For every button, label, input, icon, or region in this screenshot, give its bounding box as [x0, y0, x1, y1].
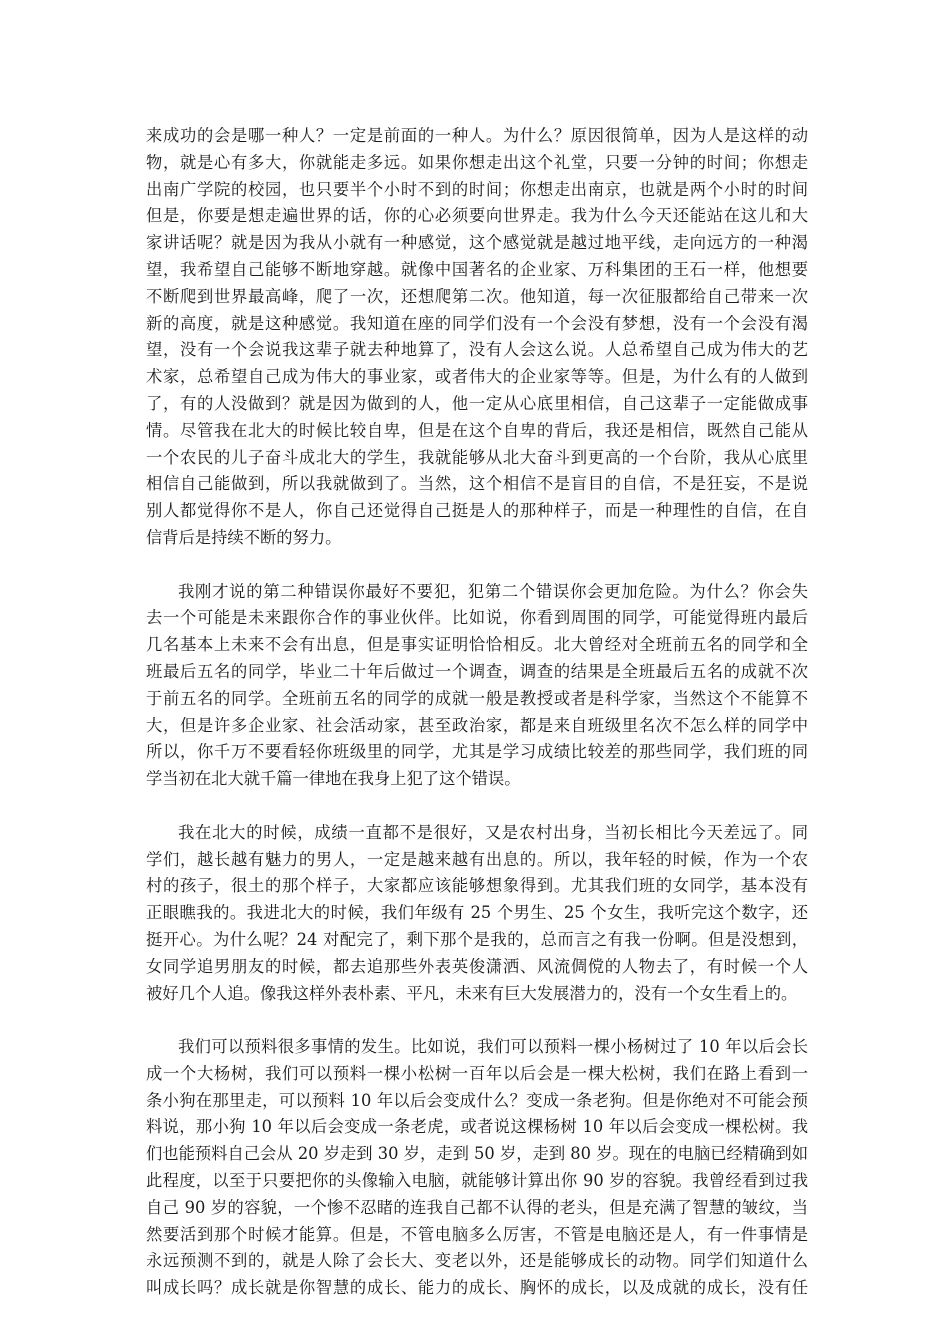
text-line: 女同学追男朋友的时候，都去追那些外表英俊潇洒、风流倜傥的人物去了，有时候一个人: [146, 956, 808, 976]
text-line: 几名基本上未来不会有出息，但是事实证明恰恰相反。北大曾经对全班前五名的同学和全: [146, 635, 808, 655]
text-line: 术家，总希望自己成为伟大的事业家，或者伟大的企业家等等。但是，为什么有的人做到: [146, 367, 808, 387]
text-line: 条小狗在那里走，可以预料 10 年以后会变成什么？变成一条老狗。但是你绝对不可能会预: [146, 1090, 808, 1110]
text-line: 我在北大的时候，成绩一直都不是很好，又是农村出身，当初长相比今天差远了。同: [178, 822, 808, 842]
text-line: 成一个大杨树，我们可以预料一棵小松树一百年以后会是一棵大松树，我们在路上看到一: [146, 1063, 808, 1083]
text-line: 叫成长吗？成长就是你智慧的成长、能力的成长、胸怀的成长，以及成就的成长，没有任: [146, 1278, 808, 1298]
text-line: 物，就是心有多大，你就能走多远。如果你想走出这个礼堂，只要一分钟的时间；你想走: [146, 152, 808, 172]
text-line: 我刚才说的第二种错误你最好不要犯，犯第二个错误你会更加危险。为什么？你会失: [178, 581, 808, 601]
document-page: [146, 123, 808, 1302]
paragraph-3: [146, 820, 808, 1008]
text-line: 望，没有一个会说我这辈子就去种地算了，没有人会这么说。人总希望自己成为伟大的艺: [146, 340, 808, 360]
text-line: 情。尽管我在北大的时候比较自卑，但是在这个自卑的背后，我还是相信，既然自己能从: [146, 420, 808, 440]
text-line: 出南广学院的校园，也只要半个小时不到的时间；你想走出南京，也就是两个小时的时间: [146, 179, 808, 199]
text-line: 学当初在北大就千篇一律地在我身上犯了这个错误。: [146, 769, 521, 789]
text-line: 学们，越长越有魅力的男人，一定是越来越有出息的。所以，我年轻的时候，作为一个农: [146, 849, 808, 869]
text-line: 相信自己能做到，所以我就做到了。当然，这个相信不是盲目的自信，不是狂妄，不是说: [146, 474, 808, 494]
paragraph-4: [146, 1034, 808, 1302]
text-line: 一个农民的儿子奋斗成北大的学生，我就能够从北大奋斗到更高的一个台阶，我从心底里: [146, 447, 808, 467]
text-line: 去一个可能是未来跟你合作的事业伙伴。比如说，你看到周围的同学，可能觉得班内最后: [146, 608, 808, 628]
text-line: 被好几个人追。像我这样外表朴素、平凡，未来有巨大发展潜力的，没有一个女生看上的。: [146, 983, 798, 1003]
text-line: 信背后是持续不断的努力。: [146, 527, 342, 547]
text-line: 们也能预料自己会从 20 岁走到 30 岁，走到 50 岁，走到 80 岁。现在的电脑已经精确到如: [146, 1144, 808, 1164]
paragraph-1: [146, 123, 808, 552]
text-line: 班最后五名的同学，毕业二十年后做过一个调查，调查的结果是全班最后五名的成就不次: [146, 661, 808, 681]
text-line: 正眼瞧我的。我进北大的时候，我们年级有 25 个男生、25 个女生，我听完这个数字，还: [146, 903, 808, 923]
text-line: 然要活到那个时候才能算。但是，不管电脑多么厉害，不管是电脑还是人，有一件事情是: [146, 1224, 808, 1244]
text-line: 不断爬到世界最高峰，爬了一次，还想爬第二次。他知道，每一次征服都给自己带来一次: [146, 286, 808, 306]
paragraph-spacer: [146, 552, 808, 579]
text-line: 家讲话呢？就是因为我从小就有一种感觉，这个感觉就是越过地平线，走向远方的一种渴: [146, 233, 808, 253]
text-line: 自己 90 岁的容貌，一个惨不忍睹的连我自己都不认得的老头，但是充满了智慧的皱纹，当: [146, 1197, 808, 1217]
text-line: 此程度，以至于只要把你的头像输入电脑，就能够计算出你 90 岁的容貌。我曾经看到过我: [146, 1171, 808, 1191]
text-line: 挺开心。为什么呢？24 对配完了，剩下那个是我的，总而言之有我一份啊。但是没想到，: [146, 929, 808, 949]
text-line: 我们可以预料很多事情的发生。比如说，我们可以预料一棵小杨树过了 10 年以后会长: [178, 1037, 808, 1057]
text-line: 料说，那小狗 10 年以后会变成一条老虎，或者说这棵杨树 10 年以后会变成一棵松树。我: [146, 1117, 808, 1137]
paragraph-spacer: [146, 793, 808, 820]
text-line: 别人都觉得你不是人，你自己还觉得自己挺是人的那种样子，而是一种理性的自信，在自: [146, 501, 808, 521]
text-line: 所以，你千万不要看轻你班级里的同学，尤其是学习成绩比较差的那些同学，我们班的同: [146, 742, 808, 762]
text-line: 但是，你要是想走遍世界的话，你的心必须要向世界走。我为什么今天还能站在这儿和大: [146, 206, 808, 226]
text-line: 于前五名的同学。全班前五名的同学的成就一般是教授或者是科学家，当然这个不能算不: [146, 688, 808, 708]
text-line: 了，有的人没做到？就是因为做到的人，他一定从心底里相信，自己这辈子一定能做成事: [146, 393, 808, 413]
text-line: 村的孩子，很土的那个样子，大家都应该能够想象得到。尤其我们班的女同学，基本没有: [146, 876, 808, 896]
text-line: 来成功的会是哪一种人？一定是前面的一种人。为什么？原因很简单，因为人是这样的动: [146, 126, 808, 145]
text-line: 新的高度，就是这种感觉。我知道在座的同学们没有一个会没有梦想，没有一个会没有渴: [146, 313, 808, 333]
paragraph-2: [146, 579, 808, 793]
text-line: 大，但是许多企业家、社会活动家，甚至政治家，都是来自班级里名次不怎么样的同学中: [146, 715, 808, 735]
text-line: 永远预测不到的，就是人除了会长大、变老以外，还是能够成长的动物。同学们知道什么: [146, 1251, 808, 1271]
text-line: 望，我希望自己能够不断地穿越。就像中国著名的企业家、万科集团的王石一样，他想要: [146, 259, 808, 279]
paragraph-spacer: [146, 1007, 808, 1034]
